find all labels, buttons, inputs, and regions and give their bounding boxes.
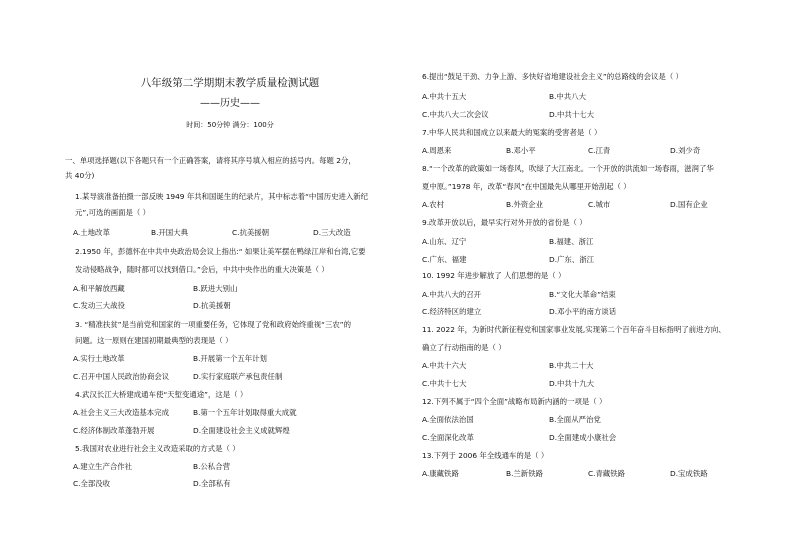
question-8-option-b: B.外资企业 [506,200,543,209]
question-12-option-a: A.全面依法治国 [422,415,474,424]
question-2-option-c: C.发动三大战役 [73,301,125,310]
question-11-line1: 11. 2022 年，为新时代新征程党和国家事业发展,实现第二个百年奋斗目标指明了前进方向、 [422,325,726,334]
question-10-option-d: D.邓小平的南方谈话 [549,307,617,316]
question-11-option-c: C.中共十七大 [422,379,467,388]
question-9-line1: 9.改革开放以后，最早实行对外开放的省份是（ ） [422,218,587,227]
question-7-option-a: A.周恩来 [422,146,452,155]
question-8-option-d: D.国有企业 [670,200,708,209]
question-6-option-c: C.中共八大二次会议 [422,110,489,119]
section-instructions-line2: 共 40分) [65,171,95,180]
question-10-option-c: C.经济特区的建立 [422,307,482,316]
question-4-line1: 4.武汉长江大桥建成通车使“天堑变通途”，这是（ ） [75,390,248,399]
question-11-option-d: D.中共十九大 [549,379,594,388]
question-6-option-d: D.中共十七大 [549,110,594,119]
question-11-option-a: A.中共十六大 [422,361,467,370]
exam-title: 八年级第二学期期末教学质量检测试题 [140,77,320,89]
question-13-option-d: D.宝成铁路 [670,469,708,478]
question-5-line1: 5.我国对农业进行社会主义改造采取的方式是（ ） [75,444,240,453]
question-3-option-a: A.实行土地改革 [73,354,125,363]
question-7-option-b: B.邓小平 [506,146,536,155]
question-5-option-b: B.公私合营 [193,462,230,471]
question-10-option-a: A.中共八大的召开 [422,290,482,299]
question-10-line1: 10. 1992 年进步解放了 人们思想的是（ ） [422,271,566,280]
question-9-option-a: A.山东、辽宁 [422,237,467,246]
question-4-option-a: A.社会主义三大改造基本完成 [73,408,169,417]
section-instructions-line1: 一、单项选择题(以下各题只有一个正确答案，请将其序号填入相应的括号内。每题 2分， [65,156,356,165]
question-4-option-c: C.经济体制改革蓬勃开展 [73,426,155,435]
question-7-option-c: C.江青 [588,146,611,155]
question-7-option-d: D.刘少奇 [670,146,701,155]
question-12-option-d: D.全面建成小康社会 [549,433,617,442]
question-1-line1: 1.某导演准备拍摄一部反映 1949 年共和国诞生的纪录片，其中标志着“中国历史进入新纪 [75,192,369,201]
question-5-option-a: A.建立生产合作社 [73,462,133,471]
question-1-line2: 元”,可选的画面是（ ） [75,208,151,217]
question-9-option-c: C.广东、福建 [422,255,467,264]
question-8-line2: 夏中原。”1978 年，改革“春风”在中国最先从哪里开始刮起（ ） [422,182,631,191]
question-1-option-c: C.抗美援朝 [232,228,270,237]
question-3-option-d: D.实行家庭联产承包责任制 [193,372,283,381]
question-11-line2: 确立了行动指南的是（ ） [422,343,506,352]
question-5-option-d: D.全部私有 [193,479,231,488]
question-11-option-b: B.中共二十大 [549,361,594,370]
question-9-option-b: B.福建、浙江 [549,237,594,246]
question-1-option-a: A.土地改革 [73,228,110,237]
question-7-line1: 7.中华人民共和国成立以来最大的冤案的受害者是（ ） [422,128,602,137]
question-1-option-d: D.三大改造 [313,228,351,237]
question-10-option-b: B.“文化大革命”结束 [549,290,616,299]
question-9-option-d: D.广东、浙江 [549,255,594,264]
question-1-option-b: B.开国大典 [151,228,188,237]
question-4-option-b: B.第一个五年计划取得重大成就 [193,408,297,417]
question-8-option-c: C.城市 [588,200,611,209]
question-8-option-a: A.农村 [422,200,445,209]
question-13-option-a: A.康藏铁路 [422,469,459,478]
question-3-line2: 问题。这一原则在建国初期最典型的表现是（ ） [75,336,233,345]
question-6-line1: 6.提出“鼓足干劲、力争上游、多快好省地建设社会主义”的总路线的会议是（ ） [422,72,683,81]
question-12-option-c: C.全面深化改革 [422,433,474,442]
question-13-line1: 13.下列于 2006 年全线通车的是（ ） [422,451,549,460]
question-6-option-b: B.中共八大 [549,92,586,101]
question-4-option-d: D.全面建设社会主义成就辉煌 [193,426,290,435]
question-5-option-c: C.全部没收 [73,479,111,488]
question-12-option-b: B.全面从严治党 [549,415,601,424]
question-3-line1: 3. “精准扶贫”是当前党和国家的一项重要任务，它体现了党和政府始终重视“三农”的 [75,320,352,329]
question-13-option-b: B.兰新铁路 [506,469,543,478]
question-2-line1: 2.1950 年，彭德怀在中共中央政治局会议上指出:“ 如果让美军摆在鸭绿江岸和台湾,它要 [75,247,366,256]
question-3-option-c: C.召开中国人民政治协商会议 [73,372,170,381]
question-3-option-b: B.开展第一个五年计划 [193,354,267,363]
question-13-option-c: C.青藏铁路 [588,469,626,478]
question-2-option-d: D.抗美援朝 [193,301,231,310]
question-8-line1: 8.“一个改革的政策如一场春风，吹绿了大江南北。一个开放的洪流如一场春雨，滋润了华 [422,164,714,173]
question-2-option-a: A.和平解放西藏 [73,284,125,293]
exam-meta: 时间：50分钟 满分：100分 [186,121,274,129]
question-2-line2: 发动侵略战争，随时都可以找到借口。”会后，中共中央作出的重大决策是（ ） [75,265,329,274]
question-2-option-b: B.跃进大别山 [193,284,238,293]
question-12-line1: 12.下列不属于“四个全面”战略布局新内涵的一项是（ ） [422,397,607,406]
question-6-option-a: A.中共十五大 [422,92,467,101]
subject-title: ——历史—— [200,98,260,109]
